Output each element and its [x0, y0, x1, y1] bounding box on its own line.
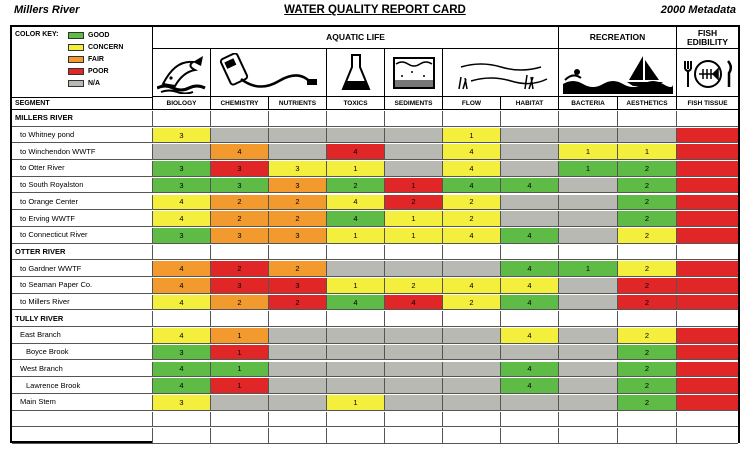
table-row	[12, 177, 738, 194]
rating-cell	[326, 412, 384, 427]
rating-cell	[384, 128, 442, 143]
table-row	[12, 344, 738, 361]
rating-cell	[268, 144, 326, 159]
rating-cell	[500, 144, 558, 159]
rating-cell	[676, 395, 738, 410]
metadata-year: 2000 Metadata	[660, 4, 736, 16]
rating-cell	[384, 378, 442, 393]
rating-cell	[442, 245, 500, 260]
rating-cell: 2	[384, 195, 442, 210]
rating-cell	[326, 111, 384, 126]
rating-cell: 1	[558, 261, 617, 276]
col-segment: SEGMENT	[12, 97, 152, 110]
rating-cell: 4	[500, 178, 558, 193]
rating-cell	[676, 311, 738, 326]
segment-label: to Whitney pond	[20, 130, 75, 140]
rating-cell	[676, 111, 738, 126]
table-row	[12, 327, 738, 344]
rating-cell	[558, 345, 617, 360]
rating-cell	[676, 345, 738, 360]
rating-cell: 4	[326, 144, 384, 159]
rating-cell: 4	[442, 161, 500, 176]
rating-cell	[500, 412, 558, 427]
fork-fish-knife-icon	[676, 49, 738, 97]
rating-cell: 4	[500, 378, 558, 393]
rating-cell: 2	[617, 328, 676, 343]
rating-cell: 1	[210, 328, 268, 343]
segment-label: Main Stem	[20, 397, 56, 407]
rating-cell	[676, 428, 738, 443]
rating-cell	[210, 428, 268, 443]
section-row	[12, 110, 738, 127]
rating-cell	[326, 128, 384, 143]
rating-cell: 4	[152, 211, 210, 226]
rating-cell	[676, 261, 738, 276]
col-chemistry: CHEMISTRY	[210, 97, 268, 110]
rating-cell	[326, 261, 384, 276]
rating-cell	[442, 311, 500, 326]
rating-cell	[500, 395, 558, 410]
rating-cell: 1	[558, 144, 617, 159]
rating-cell: 2	[617, 161, 676, 176]
rating-cell: 4	[442, 144, 500, 159]
rating-cell: 2	[384, 278, 442, 293]
rating-cell	[500, 111, 558, 126]
rating-cell	[558, 295, 617, 310]
table-row	[12, 160, 738, 177]
rating-cell	[384, 428, 442, 443]
rating-cell	[384, 362, 442, 377]
sediment-jar-icon	[384, 49, 442, 97]
rating-cell: 2	[617, 362, 676, 377]
rating-cell: 3	[268, 228, 326, 243]
section-label: TULLY RIVER	[15, 313, 64, 323]
rating-cell: 3	[268, 161, 326, 176]
rating-cell: 2	[617, 278, 676, 293]
water-meter-probe-icon	[210, 49, 326, 97]
rating-cell: 3	[152, 178, 210, 193]
rating-cell: 3	[210, 178, 268, 193]
rating-cell	[676, 211, 738, 226]
col-bacteria: BACTERIA	[558, 97, 617, 110]
key-label: POOR	[88, 67, 109, 75]
rating-cell: 3	[152, 345, 210, 360]
rating-cell	[500, 428, 558, 443]
swimmer-and-sailboat-icon	[558, 49, 676, 97]
flask-icon	[326, 49, 384, 97]
table-row	[12, 227, 738, 244]
rating-cell	[268, 345, 326, 360]
rating-cell	[326, 345, 384, 360]
table-row	[12, 361, 738, 378]
key-item-concern	[68, 43, 123, 51]
rating-cell	[268, 395, 326, 410]
rating-cell: 3	[152, 228, 210, 243]
rating-cell: 4	[500, 362, 558, 377]
segment-label: to Connecticut River	[20, 230, 88, 240]
color-key	[12, 27, 153, 98]
group-recreation: RECREATION	[558, 27, 676, 49]
col-flow: FLOW	[442, 97, 500, 110]
table-row	[12, 377, 738, 394]
table-row	[12, 260, 738, 277]
rating-cell: 2	[617, 228, 676, 243]
rating-cell: 4	[210, 144, 268, 159]
rating-cell	[152, 428, 210, 443]
table-row	[12, 294, 738, 311]
rating-cell	[676, 161, 738, 176]
rating-cell	[442, 111, 500, 126]
rating-cell: 2	[210, 195, 268, 210]
section-row	[12, 244, 738, 261]
rating-cell: 2	[617, 378, 676, 393]
rating-cell	[500, 128, 558, 143]
rating-cell: 2	[617, 211, 676, 226]
rating-cell	[384, 328, 442, 343]
rating-cell: 4	[152, 295, 210, 310]
table-row	[12, 411, 738, 428]
rating-cell	[676, 128, 738, 143]
rating-cell	[442, 345, 500, 360]
group-fish-edibility: FISH EDIBILITY	[676, 27, 738, 49]
segment-label: Boyce Brook	[26, 347, 69, 357]
rating-cell: 2	[268, 261, 326, 276]
segment-label: to Orange Center	[20, 196, 78, 206]
rating-cell	[210, 128, 268, 143]
rating-cell	[558, 378, 617, 393]
rating-cell	[268, 111, 326, 126]
rating-cell: 2	[617, 195, 676, 210]
rating-cell	[152, 245, 210, 260]
rating-cell: 3	[210, 228, 268, 243]
rating-cell	[558, 245, 617, 260]
segment-label: to Winchendon WWTF	[20, 146, 96, 156]
segment-label: to Otter River	[20, 163, 65, 173]
segment-label	[12, 411, 152, 427]
rating-cell	[268, 328, 326, 343]
rating-cell: 2	[268, 295, 326, 310]
rating-cell	[326, 245, 384, 260]
color-key-title: COLOR KEY:	[15, 31, 59, 38]
rating-cell	[268, 311, 326, 326]
rating-cell: 1	[326, 395, 384, 410]
rating-cell	[500, 311, 558, 326]
rating-cell: 4	[326, 211, 384, 226]
key-label: CONCERN	[88, 43, 124, 51]
rating-cell: 3	[268, 278, 326, 293]
rating-cell: 2	[210, 295, 268, 310]
rating-cell	[558, 228, 617, 243]
rating-cell	[617, 412, 676, 427]
rating-cell	[676, 228, 738, 243]
rating-cell: 3	[268, 178, 326, 193]
key-label: GOOD	[88, 31, 110, 39]
rating-cell	[268, 362, 326, 377]
rating-cell	[384, 412, 442, 427]
key-item-good	[68, 31, 109, 39]
rating-cell	[500, 211, 558, 226]
rating-cell: 2	[442, 211, 500, 226]
rating-cell	[326, 428, 384, 443]
rating-cell: 2	[617, 178, 676, 193]
segment-label: East Branch	[20, 330, 61, 340]
key-swatch	[68, 68, 84, 75]
rating-cell	[152, 311, 210, 326]
rating-cell	[676, 178, 738, 193]
col-aesthetics: AESTHETICS	[617, 97, 676, 110]
rating-cell	[617, 111, 676, 126]
rating-cell	[558, 395, 617, 410]
rating-cell	[676, 328, 738, 343]
rating-cell	[384, 311, 442, 326]
rating-cell	[500, 345, 558, 360]
rating-cell	[384, 161, 442, 176]
rating-cell	[617, 128, 676, 143]
rating-cell	[442, 412, 500, 427]
rating-cell	[500, 195, 558, 210]
segment-label: to Millers River	[20, 297, 70, 307]
rating-cell	[558, 178, 617, 193]
rating-cell: 1	[384, 228, 442, 243]
rating-cell	[617, 245, 676, 260]
rating-cell: 4	[500, 278, 558, 293]
key-swatch	[68, 56, 84, 63]
rating-cell: 1	[617, 144, 676, 159]
rating-cell	[676, 378, 738, 393]
rating-cell: 4	[326, 295, 384, 310]
rating-cell: 4	[500, 261, 558, 276]
rating-cell: 2	[617, 261, 676, 276]
rating-cell	[384, 345, 442, 360]
rating-cell	[558, 362, 617, 377]
rating-cell	[676, 144, 738, 159]
rating-cell	[384, 111, 442, 126]
rating-cell	[500, 245, 558, 260]
rating-cell: 1	[558, 161, 617, 176]
rating-cell: 4	[152, 328, 210, 343]
rating-cell	[210, 395, 268, 410]
rating-cell	[210, 245, 268, 260]
rating-cell	[558, 195, 617, 210]
key-swatch	[68, 32, 84, 39]
rating-cell	[558, 428, 617, 443]
rating-cell: 3	[152, 395, 210, 410]
table-row	[12, 127, 738, 144]
group-aquatic-life: AQUATIC LIFE	[152, 27, 558, 49]
section-row	[12, 310, 738, 327]
key-swatch	[68, 44, 84, 51]
rating-cell: 1	[210, 362, 268, 377]
rating-cell: 4	[500, 228, 558, 243]
rating-cell: 4	[442, 178, 500, 193]
rating-cell: 4	[500, 295, 558, 310]
rating-cell	[558, 111, 617, 126]
table-row	[12, 427, 738, 444]
rating-cell	[326, 378, 384, 393]
rating-cell	[676, 295, 738, 310]
rating-cell	[617, 428, 676, 443]
segment-label	[12, 427, 152, 443]
key-label: FAIR	[88, 55, 104, 63]
rating-cell	[268, 128, 326, 143]
segment-label: to Erving WWTF	[20, 213, 76, 223]
segment-label: to South Royalston	[20, 180, 84, 190]
rating-cell: 2	[268, 195, 326, 210]
rating-cell	[268, 378, 326, 393]
section-label: OTTER RIVER	[15, 246, 66, 256]
rating-cell: 2	[617, 295, 676, 310]
segment-label: Lawrence Brook	[26, 380, 81, 390]
key-swatch	[68, 80, 84, 87]
col-habitat: HABITAT	[500, 97, 558, 110]
rating-cell	[326, 362, 384, 377]
rating-cell	[210, 412, 268, 427]
table-row	[12, 143, 738, 160]
rating-cell: 1	[210, 378, 268, 393]
rating-cell	[676, 362, 738, 377]
rating-cell	[558, 311, 617, 326]
rating-cell	[676, 412, 738, 427]
rating-cell: 4	[152, 362, 210, 377]
key-label: N/A	[88, 79, 101, 87]
rating-cell: 4	[384, 295, 442, 310]
rating-cell: 1	[326, 278, 384, 293]
rating-cell: 3	[152, 128, 210, 143]
rating-cell: 4	[442, 278, 500, 293]
table-row	[12, 277, 738, 294]
rating-cell: 2	[326, 178, 384, 193]
rating-cell	[442, 261, 500, 276]
rating-cell: 2	[442, 195, 500, 210]
rating-cell: 3	[210, 278, 268, 293]
rating-cell	[676, 245, 738, 260]
rating-cell	[384, 245, 442, 260]
key-item-na	[68, 79, 100, 87]
table-row	[12, 210, 738, 227]
rating-cell: 1	[210, 345, 268, 360]
rating-cell: 2	[268, 211, 326, 226]
rating-cell	[500, 161, 558, 176]
segment-label: to Gardner WWTF	[20, 263, 82, 273]
rating-cell: 2	[442, 295, 500, 310]
rating-cell	[152, 144, 210, 159]
rating-cell: 2	[617, 395, 676, 410]
col-nutrients: NUTRIENTS	[268, 97, 326, 110]
rating-cell	[558, 278, 617, 293]
rating-cell	[384, 261, 442, 276]
rating-cell	[442, 362, 500, 377]
rating-cell	[326, 311, 384, 326]
rating-cell: 1	[326, 161, 384, 176]
col-fish-tissue: FISH TISSUE	[676, 97, 738, 110]
rating-cell	[384, 395, 442, 410]
rating-cell: 4	[152, 195, 210, 210]
rating-cell: 4	[442, 228, 500, 243]
rating-cell	[617, 311, 676, 326]
table-row	[12, 394, 738, 411]
rating-cell: 2	[210, 211, 268, 226]
rating-cell: 3	[210, 161, 268, 176]
rating-cell	[676, 195, 738, 210]
rating-cell	[558, 328, 617, 343]
rating-cell: 1	[442, 128, 500, 143]
col-sediments: SEDIMENTS	[384, 97, 442, 110]
rating-cell	[210, 111, 268, 126]
rating-cell	[558, 412, 617, 427]
rating-cell: 1	[326, 228, 384, 243]
table-row	[12, 194, 738, 211]
rating-cell	[268, 412, 326, 427]
rating-cell	[442, 395, 500, 410]
report-card-table	[10, 25, 740, 443]
rating-cell	[442, 378, 500, 393]
rating-cell	[326, 328, 384, 343]
rating-cell: 1	[384, 178, 442, 193]
rating-cell: 4	[152, 278, 210, 293]
rating-cell: 2	[617, 345, 676, 360]
rating-cell: 1	[384, 211, 442, 226]
rating-cell	[268, 428, 326, 443]
report-title: WATER QUALITY REPORT CARD	[284, 4, 466, 16]
rating-cell	[442, 328, 500, 343]
rating-cell	[210, 311, 268, 326]
rating-cell: 2	[210, 261, 268, 276]
rating-cell: 4	[152, 261, 210, 276]
rating-cell	[384, 144, 442, 159]
rating-cell	[152, 412, 210, 427]
section-label: MILLERS RIVER	[15, 113, 73, 123]
rating-cell: 3	[152, 161, 210, 176]
rating-cell: 4	[500, 328, 558, 343]
key-item-fair	[68, 55, 104, 63]
river-name: Millers River	[14, 4, 80, 16]
col-biology: BIOLOGY	[152, 97, 210, 110]
rating-cell	[268, 245, 326, 260]
segment-label: to Seaman Paper Co.	[20, 280, 93, 290]
rating-cell	[558, 128, 617, 143]
key-item-poor	[68, 67, 109, 75]
rating-cell	[152, 111, 210, 126]
rating-cell	[558, 211, 617, 226]
segment-label: West Branch	[20, 363, 63, 373]
rating-cell: 4	[326, 195, 384, 210]
river-flow-reeds-icon	[442, 49, 558, 97]
rating-cell	[676, 278, 738, 293]
rating-cell	[442, 428, 500, 443]
col-toxics: TOXICS	[326, 97, 384, 110]
fish-jumping-icon	[152, 49, 210, 97]
rating-cell: 4	[152, 378, 210, 393]
